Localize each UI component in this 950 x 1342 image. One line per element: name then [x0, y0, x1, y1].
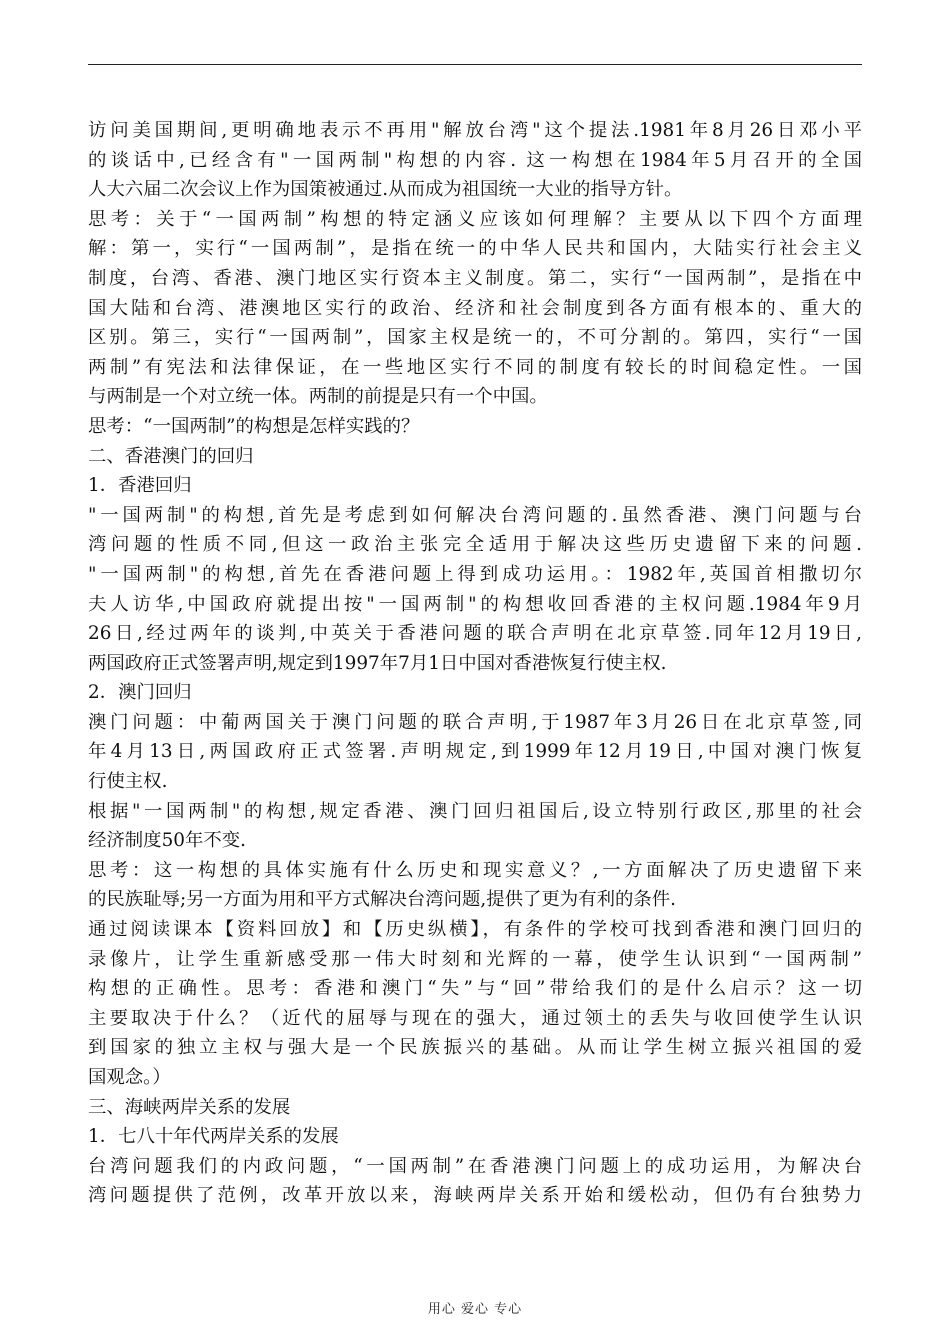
text-line: 思考：“一国两制”的构想是怎样实践的？	[88, 415, 420, 437]
document-body	[88, 116, 862, 1211]
text-line: 两制”有宪法和法律保证，在一些地区实行不同的制度有较长的时间稳定性。一国	[88, 356, 862, 378]
text-line: 解：第一，实行“一国两制”，是指在统一的中华人民共和国内，大陆实行社会主义	[88, 238, 862, 260]
text-line: 思考：这一构想的具体实施有什么历史和现实意义？,一方面解决了历史遗留下来	[88, 859, 862, 881]
text-line: 人大六届二次会议上作为国策被通过.从而成为祖国统一大业的指导方针。	[88, 179, 683, 201]
text-line: 主要取决于什么？（近代的屈辱与现在的强大，通过领土的丢失与收回使学生认识	[88, 1007, 862, 1029]
text-line: 经济制度50年不变.	[88, 830, 246, 852]
text-line: 到国家的独立主权与强大是一个民族振兴的基础。从而让学生树立振兴祖国的爱	[88, 1037, 862, 1059]
text-line: 区别。第三，实行“一国两制”，国家主权是统一的，不可分割的。第四，实行“一国	[88, 327, 862, 349]
text-line: 录像片，让学生重新感受那一伟大时刻和光辉的一幕，使学生认识到“一国两制”	[88, 948, 862, 970]
text-line: 的谈话中,已经含有"一国两制"构想的内容. 这一构想在1984年5月召开的全国	[88, 149, 862, 171]
text-line: 思考：关于“一国两制”构想的特定涵义应该如何理解？主要从以下四个方面理	[88, 208, 862, 230]
text-line: "一国两制"的构想,首先在香港问题上得到成功运用。：1982年,英国首相撒切尔	[88, 563, 862, 585]
text-line: 湾问题的性质不同,但这一政治主张完全适用于解决这些历史遗留下来的问题.	[88, 534, 862, 556]
text-line: 两国政府正式签署声明,规定到1997年7月1日中国对香港恢复行使主权.	[88, 652, 667, 674]
text-line: 行使主权.	[88, 771, 168, 793]
text-line: 年4月13日,两国政府正式签署.声明规定,到1999年12月19日,中国对澳门恢复	[88, 741, 862, 763]
text-line: 访问美国期间,更明确地表示不再用"解放台湾"这个提法.1981年8月26日邓小平	[88, 120, 862, 141]
text-line: "一国两制"的构想,首先是考虑到如何解决台湾问题的.虽然香港、澳门问题与台	[88, 504, 862, 526]
text-line: 26日,经过两年的谈判,中英关于香港问题的联合声明在北京草签.同年12月19日,	[88, 623, 862, 645]
text-line: 国观念。）	[88, 1067, 171, 1088]
text-line: 台湾问题我们的内政问题，“一国两制”在香港澳门问题上的成功运用，为解决台	[88, 1155, 862, 1177]
page-footer: 用心 爱心 专心	[427, 1302, 523, 1317]
text-line: 与两制是一个对立统一体。两制的前提是只有一个中国。	[88, 386, 548, 408]
subsection-heading: 1．七八十年代两岸关系的发展	[88, 1126, 339, 1148]
text-line: 夫人访华,中国政府就提出按"一国两制"的构想收回香港的主权问题.1984年9月	[88, 593, 862, 615]
text-line: 国大陆和台湾、港澳地区实行的政治、经济和社会制度到各方面有根本的、重大的	[88, 297, 862, 319]
text-line: 通过阅读课本【资料回放】和【历史纵横】，有条件的学校可找到香港和澳门回归的	[88, 919, 862, 941]
subsection-heading: 1．香港回归	[88, 475, 192, 497]
text-line: 澳门问题：中葡两国关于澳门问题的联合声明,于1987年3月26日在北京草签,同	[88, 711, 862, 733]
section-heading: 二、香港澳门的回归	[88, 445, 254, 467]
text-line: 构想的正确性。思考：香港和澳门“失”与“回”带给我们的是什么启示？这一切	[88, 978, 862, 1000]
header-rule	[88, 64, 862, 65]
text-line: 的民族耻辱;另一方面为用和平方式解决台湾问题,提供了更为有利的条件.	[88, 889, 676, 911]
text-line: 湾问题提供了范例，改革开放以来，海峡两岸关系开始和缓松动，但仍有台独势力	[88, 1185, 862, 1207]
text-line: 制度，台湾、香港、澳门地区实行资本主义制度。第二，实行“一国两制”，是指在中	[88, 267, 862, 289]
subsection-heading: 2．澳门回归	[88, 682, 192, 704]
section-heading: 三、海峡两岸关系的发展	[88, 1096, 291, 1118]
text-line: 根据"一国两制"的构想,规定香港、澳门回归祖国后,设立特别行政区,那里的社会	[88, 800, 862, 822]
